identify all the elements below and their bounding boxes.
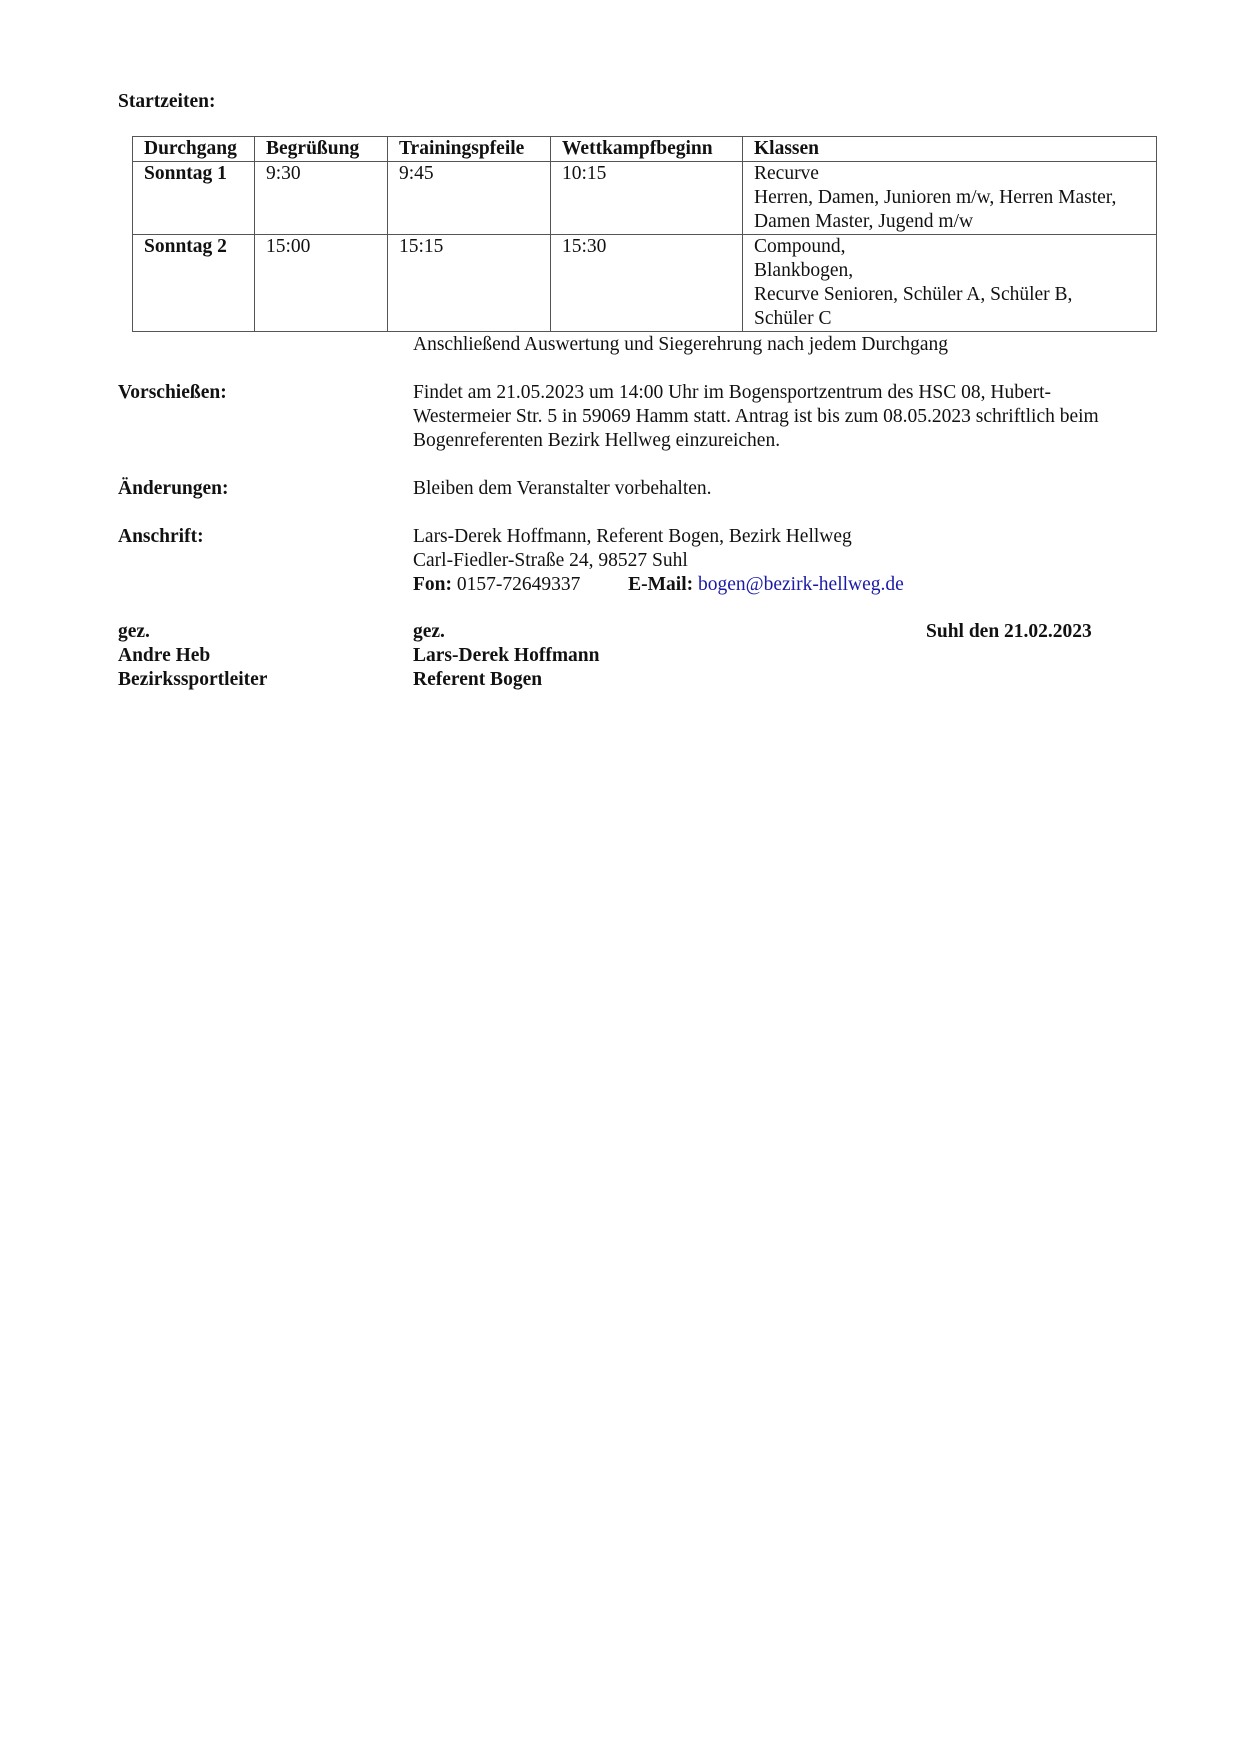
email-link[interactable]: bogen@bezirk-hellweg.de bbox=[697, 574, 904, 595]
klassen-line: Damen Master, Jugend m/w bbox=[754, 211, 974, 232]
trainingspfeile-cell: 9:45 bbox=[388, 162, 551, 235]
signature-name: Lars-Derek Hoffmann bbox=[413, 645, 600, 666]
durchgang-cell: Sonntag 1 bbox=[133, 162, 255, 235]
anschrift-block bbox=[413, 525, 1173, 597]
table-row bbox=[133, 162, 1157, 235]
signature-middle bbox=[413, 620, 600, 692]
aenderungen-label: Änderungen: bbox=[118, 478, 229, 499]
signature-role: Referent Bogen bbox=[413, 669, 543, 690]
fon-value: 0157-72649337 bbox=[456, 574, 581, 595]
signature-left bbox=[118, 620, 267, 692]
klassen-line: Recurve Senioren, Schüler A, Schüler B, bbox=[754, 284, 1073, 305]
aenderungen-text: Bleiben dem Veranstalter vorbehalten. bbox=[413, 478, 712, 499]
klassen-cell bbox=[743, 235, 1157, 332]
begruessung-cell: 9:30 bbox=[255, 162, 388, 235]
schedule-table bbox=[132, 136, 1157, 332]
vorschiessen-label: Vorschießen: bbox=[118, 382, 227, 403]
column-header: Begrüßung bbox=[255, 137, 388, 162]
column-header: Trainingspfeile bbox=[388, 137, 551, 162]
klassen-cell bbox=[743, 162, 1157, 235]
table-row bbox=[133, 235, 1157, 332]
klassen-line: Compound, bbox=[754, 236, 846, 257]
wettkampfbeginn-cell: 10:15 bbox=[551, 162, 743, 235]
vorschiessen-line: Findet am 21.05.2023 um 14:00 Uhr im Bogensportzentrum des HSC 08, Hubert- bbox=[413, 382, 1052, 403]
signature-name: Andre Heb bbox=[118, 645, 211, 666]
fon-label: Fon: bbox=[413, 574, 452, 595]
begruessung-cell: 15:00 bbox=[255, 235, 388, 332]
signature-gez: gez. bbox=[413, 621, 445, 642]
klassen-line: Schüler C bbox=[754, 308, 832, 329]
wettkampfbeginn-cell: 15:30 bbox=[551, 235, 743, 332]
address-line: Carl-Fiedler-Straße 24, 98527 Suhl bbox=[413, 550, 688, 571]
durchgang-cell: Sonntag 2 bbox=[133, 235, 255, 332]
column-header: Wettkampfbeginn bbox=[551, 137, 743, 162]
column-header: Durchgang bbox=[133, 137, 255, 162]
vorschiessen-line: Westermeier Str. 5 in 59069 Hamm statt. Antrag ist bis zum 08.05.2023 schriftlich beim bbox=[413, 406, 1099, 427]
trainingspfeile-cell: 15:15 bbox=[388, 235, 551, 332]
klassen-line: Recurve bbox=[754, 163, 819, 184]
section-heading: Startzeiten: bbox=[118, 91, 216, 112]
contact-line bbox=[413, 573, 1173, 597]
vorschiessen-line: Bogenreferenten Bezirk Hellweg einzureichen. bbox=[413, 430, 781, 451]
email-label: E-Mail: bbox=[628, 574, 694, 595]
place-date: Suhl den 21.02.2023 bbox=[926, 621, 1092, 642]
table-header-row bbox=[133, 137, 1157, 162]
vorschiessen-text bbox=[413, 381, 1173, 453]
klassen-line: Herren, Damen, Junioren m/w, Herren Master, bbox=[754, 187, 1117, 208]
anschrift-label: Anschrift: bbox=[118, 526, 204, 547]
column-header: Klassen bbox=[743, 137, 1157, 162]
signature-role: Bezirkssportleiter bbox=[118, 669, 268, 690]
address-line: Lars-Derek Hoffmann, Referent Bogen, Bezirk Hellweg bbox=[413, 526, 852, 547]
after-note: Anschließend Auswertung und Siegerehrung nach jedem Durchgang bbox=[413, 334, 949, 355]
klassen-line: Blankbogen, bbox=[754, 260, 854, 281]
signature-gez: gez. bbox=[118, 621, 150, 642]
